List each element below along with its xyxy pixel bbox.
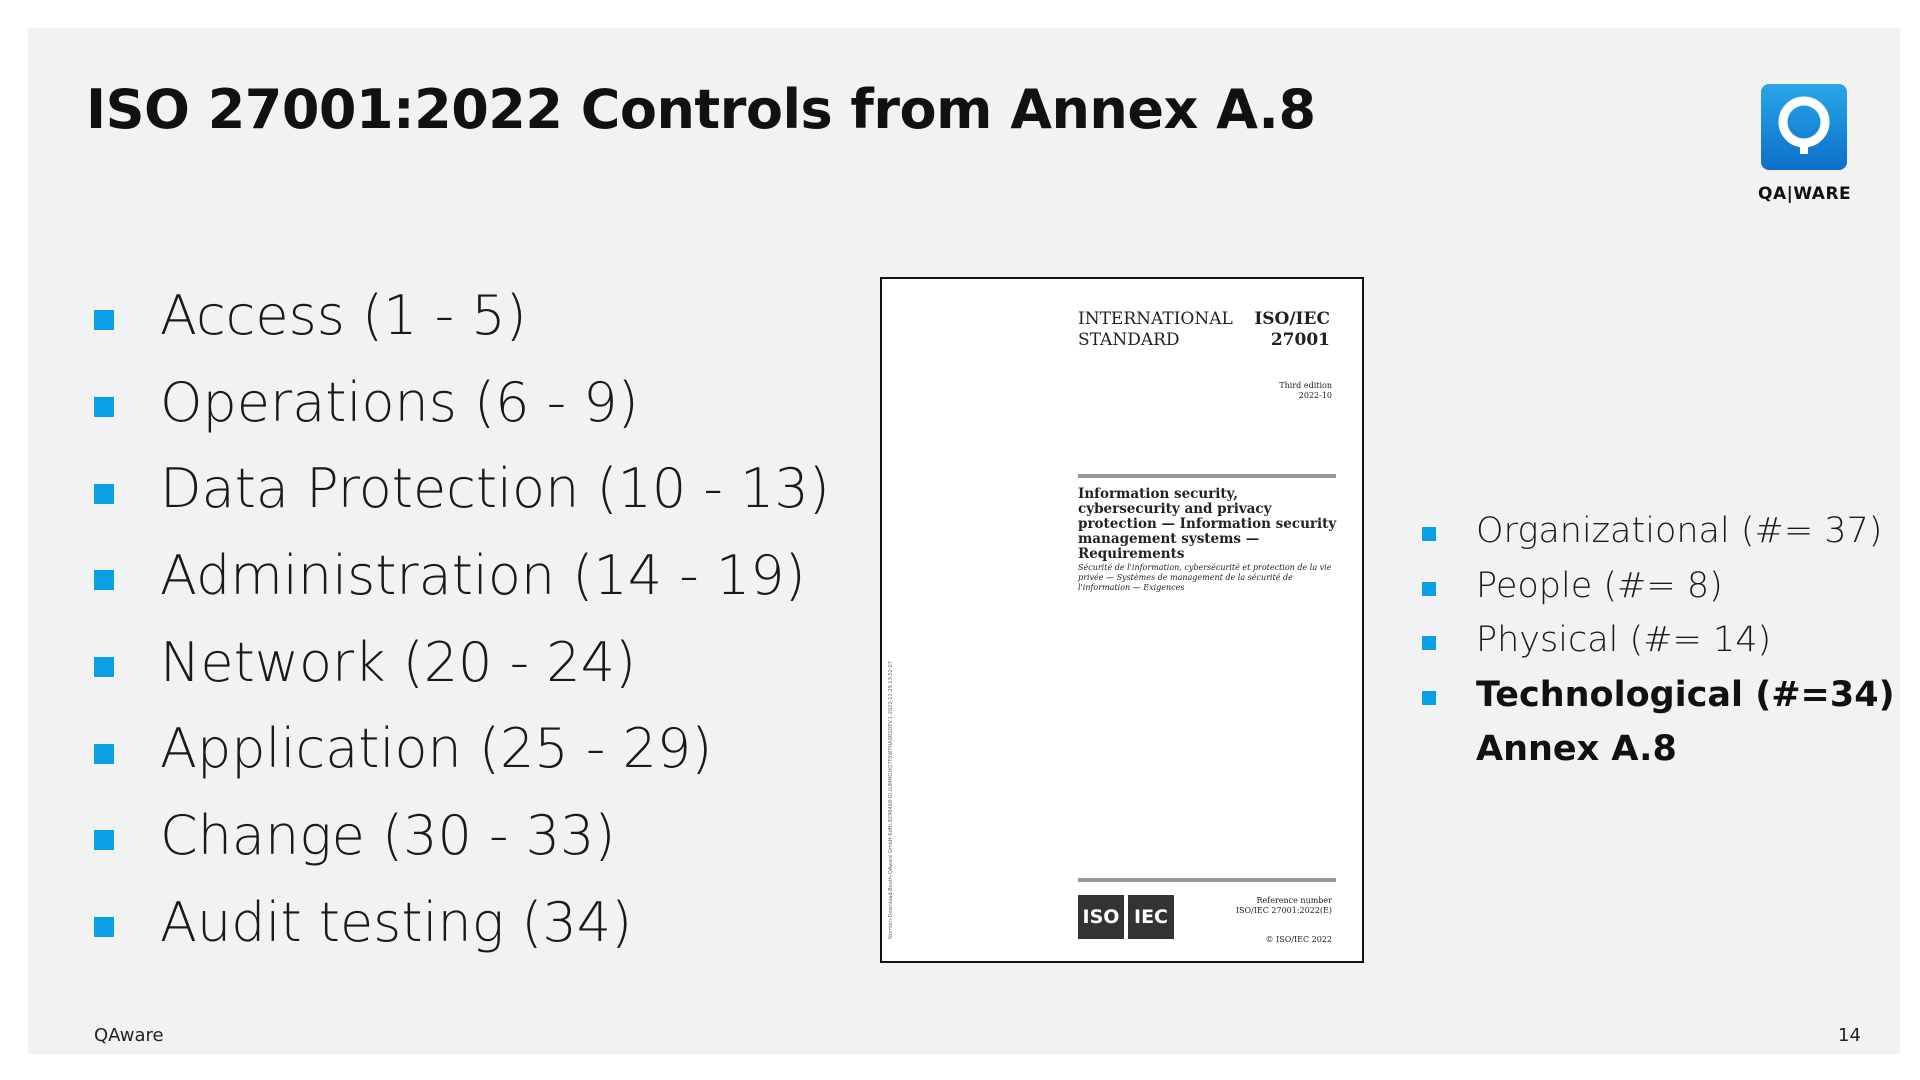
list-item-label: Application (25 - 29) xyxy=(160,717,713,781)
qaware-logo-icon xyxy=(1761,84,1847,170)
list-item-label: Access (1 - 5) xyxy=(160,283,527,347)
doc-header-left: INTERNATIONAL STANDARD xyxy=(1078,309,1233,350)
list-item-label: Annex A.8 xyxy=(1476,729,1677,770)
list-item-label: Technological (#=34) xyxy=(1476,674,1895,715)
bullet-square-icon xyxy=(94,484,114,504)
page-number: 14 xyxy=(1838,1025,1861,1046)
slide-title: ISO 27001:2022 Controls from Annex A.8 xyxy=(86,78,1316,141)
bullet-square-icon xyxy=(1422,691,1436,705)
doc-divider xyxy=(1078,878,1336,882)
bullet-square-icon xyxy=(94,397,114,417)
doc-header-right xyxy=(1254,309,1330,351)
list-item-label: People (#= 8) xyxy=(1476,565,1723,606)
bullet-square-icon xyxy=(94,830,114,850)
bullet-square-icon xyxy=(94,744,114,764)
bullet-square-icon xyxy=(94,310,114,330)
doc-header-right-line2: 27001 xyxy=(1270,330,1330,350)
list-item-label: Network (20 - 24) xyxy=(160,630,637,694)
list-item xyxy=(1422,504,1895,559)
doc-vertical-note: Normen-Download-Beuth-QAware GmbH-KdNr.8298468-ID.LUMMOHQ7F0WTHA0RSDEV.1-2022-11-29 13:52:07 xyxy=(888,661,894,939)
doc-copyright: © ISO/IEC 2022 xyxy=(1265,935,1332,944)
doc-edition-label: Third edition xyxy=(1279,381,1332,390)
list-item-label: Audit testing (34) xyxy=(160,890,633,954)
iso-standard-cover-image xyxy=(880,277,1364,963)
list-item xyxy=(1422,668,1895,723)
iso-logo: ISO xyxy=(1078,895,1124,939)
logo-text: QA|WARE xyxy=(1758,184,1852,204)
doc-reference-number: ISO/IEC 27001:2022(E) xyxy=(1235,906,1332,915)
list-item xyxy=(1422,613,1895,668)
bullet-square-icon xyxy=(1422,636,1436,650)
list-item-label: Operations (6 - 9) xyxy=(160,370,639,434)
control-theme-list xyxy=(1422,504,1895,777)
list-item-label: Administration (14 - 19) xyxy=(160,543,806,607)
iec-logo: IEC xyxy=(1128,895,1174,939)
bullet-square-icon xyxy=(94,570,114,590)
list-item xyxy=(94,619,830,706)
list-item xyxy=(94,792,830,879)
bullet-square-icon xyxy=(1422,582,1436,596)
bullet-square-icon xyxy=(94,917,114,937)
doc-subtitle: Sécurité de l'information, cybersécurité et protection de la vie privée — Systèmes de management de la sécurité de l'information — Exigences xyxy=(1078,563,1332,592)
doc-header-right-line1: ISO/IEC xyxy=(1254,309,1330,329)
list-item xyxy=(94,532,830,619)
list-item-label: Physical (#= 14) xyxy=(1476,620,1772,661)
doc-edition xyxy=(1279,381,1332,401)
doc-reference-label: Reference number xyxy=(1256,896,1332,905)
footer-company: QAware xyxy=(94,1025,164,1046)
doc-divider xyxy=(1078,474,1336,478)
bullet-square-icon xyxy=(94,657,114,677)
bullet-square-icon xyxy=(1422,527,1436,541)
doc-logos xyxy=(1078,895,1174,939)
list-item xyxy=(1422,559,1895,614)
list-item xyxy=(94,879,830,966)
list-item xyxy=(94,705,830,792)
list-item-label: Data Protection (10 - 13) xyxy=(160,457,830,521)
list-item xyxy=(94,359,830,446)
list-item xyxy=(1422,722,1895,777)
slide xyxy=(28,28,1900,1054)
doc-edition-date: 2022-10 xyxy=(1298,391,1332,400)
list-item-label: Change (30 - 33) xyxy=(160,803,616,867)
doc-title: Information security, cybersecurity and privacy protection — Information security management systems — Requirements xyxy=(1078,486,1337,562)
list-item xyxy=(94,445,830,532)
doc-reference xyxy=(1236,896,1332,916)
list-item xyxy=(94,272,830,359)
list-item-label: Organizational (#= 37) xyxy=(1476,511,1883,552)
control-category-list xyxy=(94,272,830,966)
qaware-logo xyxy=(1758,84,1850,204)
